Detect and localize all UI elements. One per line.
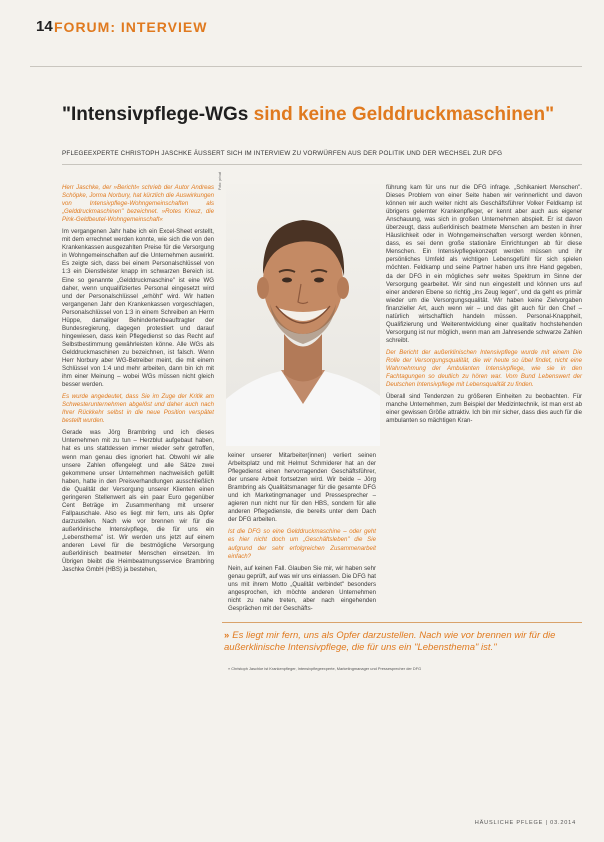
paragraph: keiner unserer Mitarbeiter(innen) verliert seinen Arbeitsplatz und mit Helmut Schmiderer hat an der Pflegedienst einen hervorragenden Geschäftsführer, der unsere Arbeit fortsetzen wird. Wir beide – Jörg Brambring als Qualitätsmanager für die gesamte DFG und ich Marketingmanager und Pressesprecher – agieren nun nicht nur für den HBS, sondern für alle anderen Pflegedienste, die bereits unter dem Dach der DFG arbeiten. bbox=[228, 452, 376, 524]
text-column-3 bbox=[386, 184, 582, 429]
interview-question: Ist die DFG so eine Gelddruckmaschine – oder geht es hier nicht doch um „Geschäftsleben" die Sie aufgrund der sehr erfolgreichen Zusammenarbeit einfach? bbox=[228, 528, 376, 560]
subtitle-divider bbox=[62, 164, 582, 165]
text-column-1 bbox=[62, 184, 214, 578]
photo-credit: Foto: privat bbox=[218, 172, 222, 190]
quote-mark-icon: » bbox=[224, 630, 230, 641]
portrait-illustration bbox=[226, 184, 380, 446]
interview-question: Der Bericht der außerklinischen Intensivpflege wurde mit einem Die Rolle der Versorgungsqualität, die wir heute so übel findet, nicht eine Wahrnehmung der Ambulanten Intensivpflege, wie sie in den Fachtagungen so deutlich zu hören war. Vom Bund Lebenswert der Deutschen Intensivpflege mit Lebensqualität zu finden. bbox=[386, 348, 582, 389]
pull-quote-text: Es liegt mir fern, uns als Opfer darzustellen. Nach wie vor brennen wir für die außerklinische Intensivpflege, die für uns ein "Lebensthema" ist." bbox=[224, 630, 556, 653]
quote-divider bbox=[222, 622, 582, 623]
paragraph: Gerade was Jörg Brambring und ich dieses Unternehmen mit zu tun – Herzblut aufgebaut haben, hat es uns stattdessen immer wieder sehr getroffen, wenn man genau dies ignoriert hat. Obwohl wir alle unsere Zahlen offengelegt und alle Sätze zwei gekommene unser Unternehmen nachweislich gefüllt haben, hatte in den Preisverhandlungen ausschließlich die Qualität der Versorgung unserer Klienten einen geringeren Stellenwert als ein paar Euro gegenüber Cent Beträge im Zusammenhang mit unserer Fallpauschale. Also es liegt mir fern, uns als Opfer darzustellen. Nach wie vor brennen wir für die außerklinische Intensivpflege, die für uns ein „Lebensthema" ist. Wir werden uns jetzt auf einem anderen Level für die bestmögliche Versorgung außerklinisch beatmeter Menschen einsetzen. Im Übrigen bleibt die Heimbeatmungsservice Brambring Jaschke GmbH (HBS) ja bestehen, bbox=[62, 429, 214, 574]
portrait-photo bbox=[226, 184, 380, 446]
article-subtitle: PFLEGEEXPERTE CHRISTOPH JASCHKE ÄUSSERT SICH IM INTERVIEW ZU VORWÜRFEN AUS DER POLITIK UND DER WECHSEL ZUR DFG bbox=[62, 150, 503, 157]
article-frame-top bbox=[30, 66, 582, 67]
title-black-part: "Intensivpflege-WGs bbox=[62, 104, 254, 125]
page-footer: HÄUSLICHE PFLEGE | 03.2014 bbox=[474, 820, 576, 826]
pull-quote bbox=[224, 630, 584, 654]
article-title bbox=[62, 104, 554, 126]
photo-caption: » Christoph Jaschke ist Krankenpfleger, Intensivpflegeexperte, Marketingmanager und Pressesprecher der DFG bbox=[228, 666, 422, 671]
paragraph: Im vergangenen Jahr habe ich ein Excel-Sheet erstellt, mit dem errechnet werden konnte, wie sich die von den Krankenkassen ausgezahlten Preise für die Versorgung in Wohngemeinschaften auf die Unternehmen auswirkt. Es zeigte sich, dass bei einem Personalschlüssel von 1:3 ein Dienstleister knapp im schwarzen Bereich ist. Eine so genannte „Gelddruckmaschine" ist eine WG daher, wenn unqualifiziertes Personal eingesetzt wird und der Personalschlüssel „erhöht" wird. Wir hatten vergangenen Jahr den Krankenkassen vorgeschlagen, Personalschlüssel von 1:3 in einem Schreiben an Herrn Hüppe, damaliger Behindertenbeauftragter der Bundesregierung, dagegen protestiert und darauf hingewiesen, dass kein Pflegedienst so das Recht auf Selbstbestimmung gewährleisten könne. Alle WGs als Gelddruckmaschinen zu bezeichnen, ist falsch. Wenn Herr Norbury aber WG-Betreiber meint, die mit einem Schlüssel von 1:4 und mehr arbeiten, dann bin ich mit ihm einer Meinung – wobei WGs müssen nicht gleich besser werden. bbox=[62, 228, 214, 389]
paragraph: Überall sind Tendenzen zu größeren Einheiten zu beobachten. Für manche Unternehmen, zum Beispiel der Medizintechnik, ist man erst ab einer gewissen Größe attraktiv. Ich bin mir sicher, dass dies auch für die ambulanten so mächtigen Kran- bbox=[386, 393, 582, 425]
section-label: FORUM: INTERVIEW bbox=[54, 19, 208, 35]
page-header bbox=[0, 0, 604, 42]
text-column-2 bbox=[228, 452, 376, 617]
paragraph: Nein, auf keinen Fall. Glauben Sie mir, wir haben sehr genau geprüft, auf was wir uns einlassen. Die DFG hat uns mit ihrem Motto „Qualität verbindet" besonders angesprochen, ich möchte anderen Unternehmen nicht zu nahe treten, aber nach eingehenden Gesprächen mit der Geschäfts- bbox=[228, 564, 376, 612]
intro-question: Herr Jaschke, der »Bericht« schrieb der Autor Andreas Schöpke, Jorma Norbury, hat kürzlich die Auswirkungen von Intensivpflege-Wohngemeinschaften als „Gelddruckmaschinen" bezeichnet. »Rotes Kreuz, die Pink-Geldbeutel-Wohngemeinschaft« bbox=[62, 184, 214, 224]
paragraph: führung kam für uns nur die DFG infrage. „Schikaniert Menschen". Dieses Problem von einer Seite haben wir verinnerlicht und davon können wir auch weiter nicht als Geschäftsführer Volker Feldkamp ist übrigens gelernter Krankenpfleger, er kennt aber auch aus eigener Anschauung, was sich in großen Unternehmen abspielt. Er ist davon überzeugt, dass außerklinisch beatmete Menschen am besten in ihrer Häuslichkeit oder in Wohngemeinschaften versorgt werden können, dass, es sei denn große stationäre Einrichtungen ab für diese Menschen. Ein Intensivpflegekonzept werden müssen und ihr persönliches Umfeld als wichtigen Lebensgefühl für sich spielen möchten. Feldkamp und seine Partner haben uns ihre Hand gegeben, da der DFG in ein mögliches sehr weites Spektrum im Sinne der Versorgung gearbeitet. Wir sind nun eingestellt und können uns auf einer anderen Ebene so richtig „ins Zeug legen", und da geht es primär wieder um die Versorgungsqualität. Wir haben keine Zielvorgaben finanzieller Art, auch wenn wir – und das gilt auch für den Chef – natürlich wirtschaftlich handeln müssen. Personal-Knappheit, Qualifizierung und Weiterentwicklung einer qualitativ hochstehenden Versorgung ist nur möglich, wenn man am Jahresende schwarze Zahlen schreibt. bbox=[386, 184, 582, 344]
page-number: 14 bbox=[36, 18, 53, 35]
interview-question: Es wurde angedeutet, dass Sie im Zuge der Kritik am Schwesterunternehmen abgelöst und daher auch nach Ihrer Rückkehr selbst in die neue Position verspätet bestellt wurden. bbox=[62, 393, 214, 425]
title-orange-part: sind keine Gelddruckmaschinen" bbox=[253, 104, 555, 125]
